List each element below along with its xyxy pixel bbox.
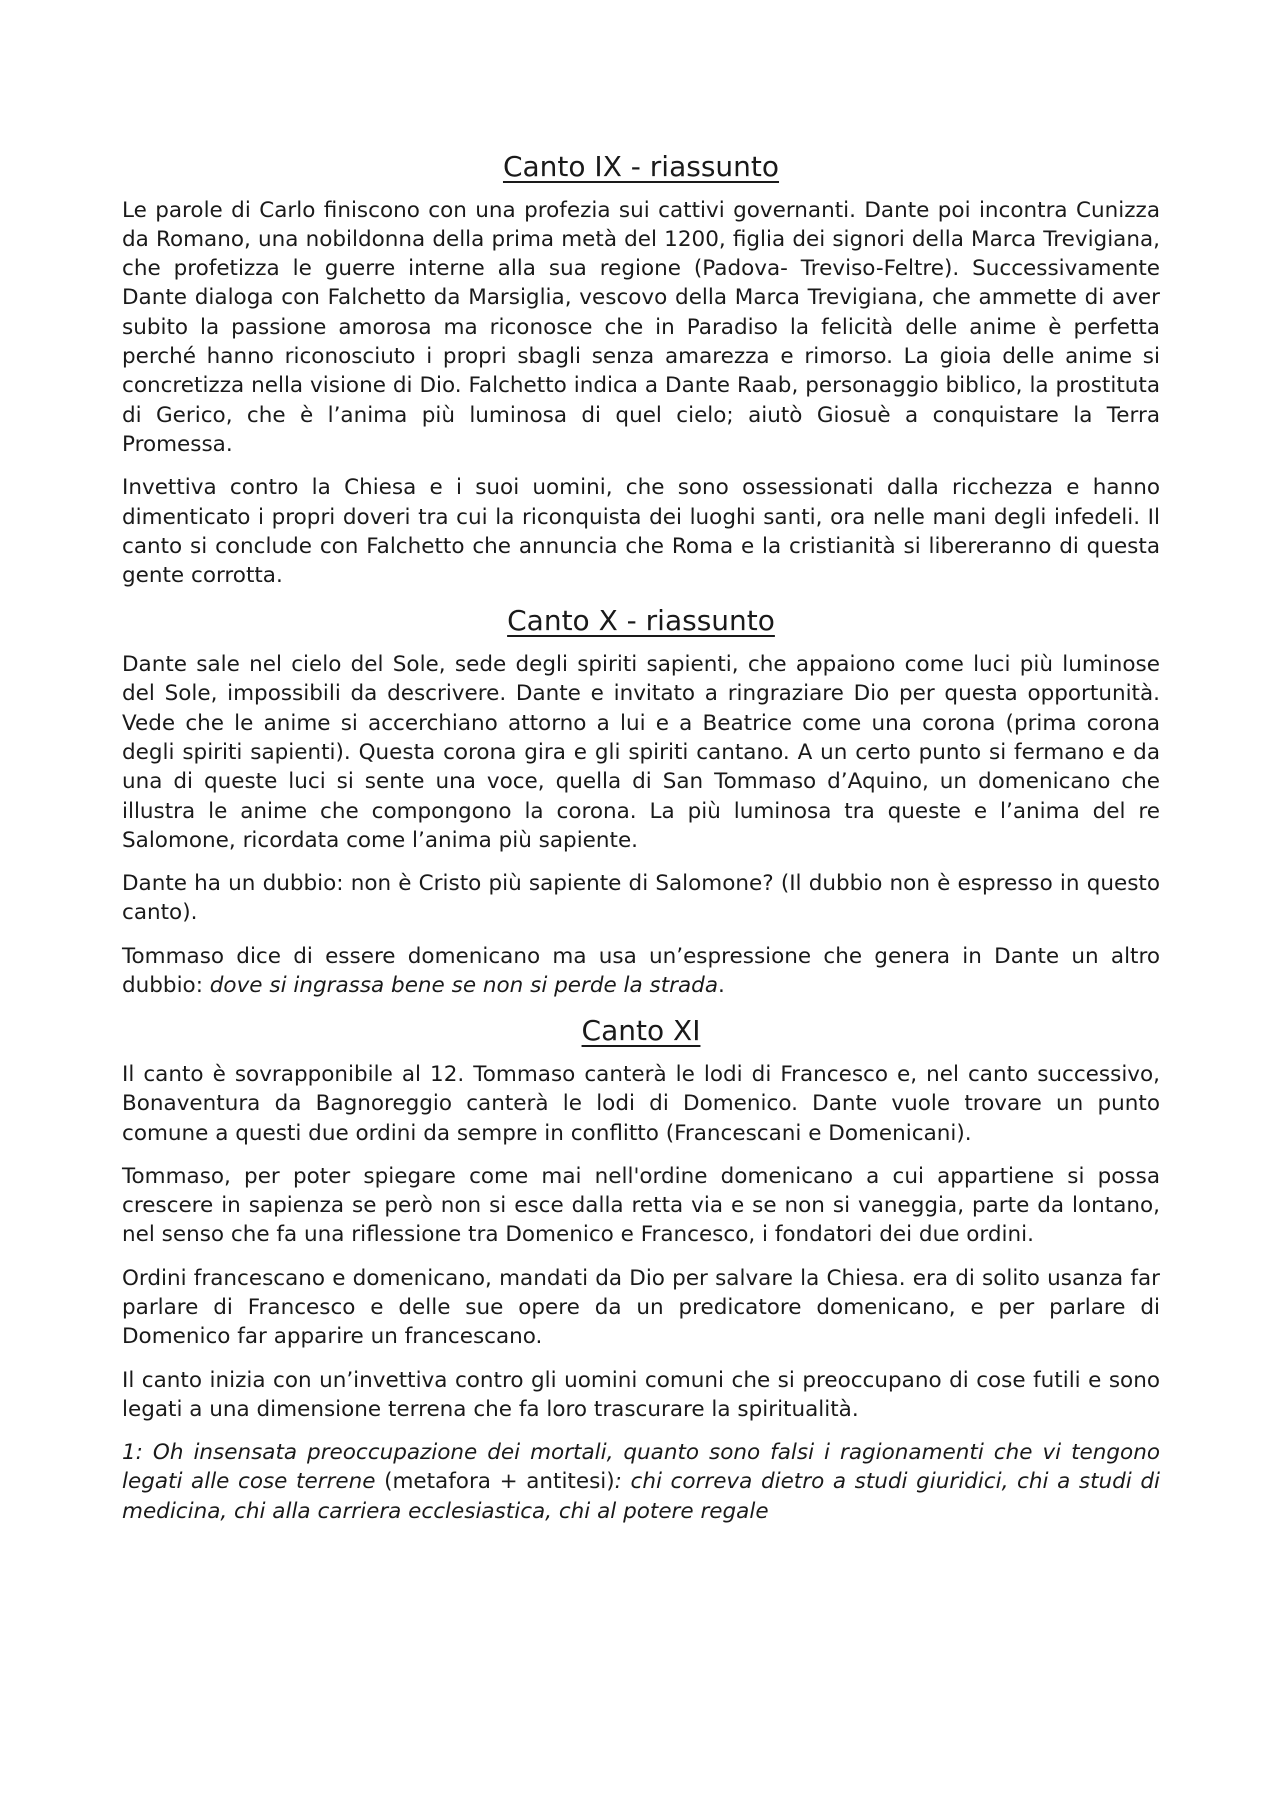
- canto-11-paragraph-3: Ordini francescano e domenicano, mandati da Dio per salvare la Chiesa. era di solito usanza far parlare di Francesco e delle sue opere da un predicatore domenicano, e per parlare di Domenico far apparire un francescano.: [122, 1265, 1160, 1350]
- canto-9-paragraph-1: Le parole di Carlo finiscono con una profezia sui cattivi governanti. Dante poi incontra Cunizza da Romano, una nobildonna della prima metà del 1200, figlia dei signori della Marca Trevigiana, che profetizza le guerre interne alla sua regione (Padova- Treviso-Feltre). Successivamente Dante dialoga con Falchetto da Marsiglia, vescovo della Marca Trevigiana, che ammette di aver subito la passione amorosa ma riconosce che in Paradiso la felicità delle anime è perfetta perché hanno riconosciuto i propri sbagli senza amarezza e rimorso. La gioia delle anime si concretizza nella visione di Dio. Falchetto indica a Dante Raab, personaggio biblico, la prostituta di Gerico, che è l’anima più luminosa di quel cielo; aiutò Giosuè a conquistare la Terra Promessa.: [122, 197, 1160, 457]
- canto-10-paragraph-1: Dante sale nel cielo del Sole, sede degli spiriti sapienti, che appaiono come luci più luminose del Sole, impossibili da descrivere. Dante e invitato a ringraziare Dio per questa opportunità. Vede che le anime si accerchiano attorno a lui e a Beatrice come una corona (prima corona degli spiriti sapienti). Questa corona gira e gli spiriti cantano. A un certo punto si fermano e da una di queste luci si sente una voce, quella di San Tommaso d’Aquino, un domenicano che illustra le anime che compongono la corona. La più luminosa tra queste e l’anima del re Salomone, ricordata come l’anima più sapiente.: [122, 652, 1160, 853]
- canto-11-paragraph-4: Il canto inizia con un’invettiva contro gli uomini comuni che si preoccupano di cose futili e sono legati a una dimensione terrena che fa loro trascurare la spiritualità.: [122, 1367, 1160, 1422]
- canto-10-paragraph-2: Dante ha un dubbio: non è Cristo più sapiente di Salomone? (Il dubbio non è espresso in questo canto).: [122, 871, 1160, 926]
- document-page: [122, 150, 1160, 1540]
- canto-9-heading: Canto IX - riassunto: [502, 150, 780, 183]
- canto-11-paragraph-5: [122, 1438, 1160, 1526]
- canto-11-heading: Canto XI: [581, 1014, 701, 1048]
- canto-11-paragraph-2: Tommaso, per poter spiegare come mai nell'ordine domenicano a cui appartiene si possa crescere in sapienza se però non si esce dalla retta via e se non si vaneggia, parte da lontano, nel senso che fa una riflessione tra Domenico e Francesco, i fondatori dei due ordini.: [122, 1163, 1160, 1248]
- canto-11-paragraph-1: Il canto è sovrapponibile al 12. Tommaso canterà le lodi di Francesco e, nel canto successivo, Bonaventura da Bagnoreggio canterà le lodi di Domenico. Dante vuole trovare un punto comune a questi due ordini da sempre in conflitto (Francescani e Domenicani).: [122, 1061, 1160, 1146]
- canto-9-paragraph-2: Invettiva contro la Chiesa e i suoi uomini, che sono ossessionati dalla ricchezza e hanno dimenticato i propri doveri tra cui la riconquista dei luoghi santi, ora nelle mani degli infedeli. Il canto si conclude con Falchetto che annuncia che Roma e la cristianità si libereranno di questa gente corrotta.: [122, 475, 1160, 589]
- canto-10-p3-italic: dove si ingrassa bene se non si perde la strada: [209, 973, 719, 999]
- canto-10-paragraph-3: [122, 942, 1160, 1001]
- canto-11-p5-italic-1: 1: Oh insensata preoccupazione dei mortali, quanto sono falsi i ragionamenti che vi tengono legati alle cose terrene: [122, 1440, 1160, 1495]
- canto-10-heading: Canto X - riassunto: [507, 604, 775, 638]
- canto-11-p5-italic-2: : chi correva dietro a studi giuridici, chi a studi di medicina, chi alla carriera ecclesiastica, chi al potere regale: [122, 1469, 1160, 1524]
- canto-10-p3-end: .: [718, 973, 725, 999]
- canto-11-p5-text: (metafora + antitesi): [375, 1469, 615, 1495]
- canto-10-p3-text: Tommaso dice di essere domenicano ma usa un’espressione che genera in Dante un altro dubbio:: [122, 943, 1160, 999]
